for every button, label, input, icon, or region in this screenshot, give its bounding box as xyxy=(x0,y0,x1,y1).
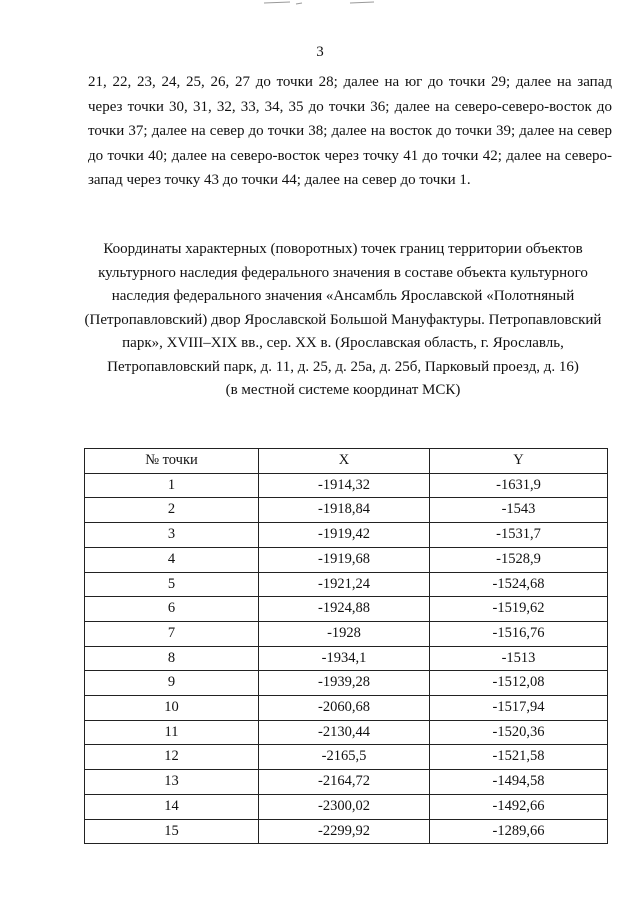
intro-text: 21, 22, 23, 24, 25, 26, 27 до точки 28; далее на юг до точки 29; далее на запад через точки 30, 31, 32, 33, 34, 35 до точки 36; далее на северо-северо-восток до точки 37; далее на север до точки 38; далее на восток до точки 39; далее на север до точки 40; далее на северо-восток через точку 41 до точки 42; далее на северо-запад через точку 43 до точки 44; далее на север до точки 1. xyxy=(88,74,612,189)
x-coordinate-cell: -2300,02 xyxy=(259,794,430,819)
x-coordinate-cell: -1919,68 xyxy=(259,547,430,572)
table-header-row xyxy=(85,449,608,474)
table-row xyxy=(85,597,608,622)
y-coordinate-cell: -1520,36 xyxy=(430,720,608,745)
y-coordinate-cell: -1531,7 xyxy=(430,523,608,548)
y-coordinate-cell: -1516,76 xyxy=(430,621,608,646)
point-number-cell: 14 xyxy=(85,794,259,819)
y-coordinate-cell: -1631,9 xyxy=(430,473,608,498)
point-number-cell: 9 xyxy=(85,671,259,696)
point-number-cell: 3 xyxy=(85,523,259,548)
point-number-cell: 12 xyxy=(85,745,259,770)
table-row xyxy=(85,696,608,721)
x-coordinate-cell: -1924,88 xyxy=(259,597,430,622)
y-coordinate-cell: -1494,58 xyxy=(430,770,608,795)
point-number-cell: 8 xyxy=(85,646,259,671)
table-row xyxy=(85,646,608,671)
table-row xyxy=(85,720,608,745)
y-coordinate-cell: -1543 xyxy=(430,498,608,523)
point-number-cell: 10 xyxy=(85,696,259,721)
point-number-cell: 1 xyxy=(85,473,259,498)
table-row xyxy=(85,473,608,498)
y-coordinate-cell: -1289,66 xyxy=(430,819,608,844)
point-number-cell: 5 xyxy=(85,572,259,597)
point-number-cell: 11 xyxy=(85,720,259,745)
table-row xyxy=(85,498,608,523)
table-row xyxy=(85,572,608,597)
section-title xyxy=(82,238,604,403)
x-coordinate-cell: -1934,1 xyxy=(259,646,430,671)
table-row xyxy=(85,819,608,844)
coordinates-table xyxy=(84,448,608,844)
y-coordinate-cell: -1512,08 xyxy=(430,671,608,696)
table-row xyxy=(85,621,608,646)
x-coordinate-cell: -2164,72 xyxy=(259,770,430,795)
table-row xyxy=(85,745,608,770)
x-coordinate-cell: -1918,84 xyxy=(259,498,430,523)
point-number-cell: 2 xyxy=(85,498,259,523)
table-row xyxy=(85,523,608,548)
x-coordinate-cell: -2060,68 xyxy=(259,696,430,721)
x-coordinate-cell: -2165,5 xyxy=(259,745,430,770)
header-x: X xyxy=(259,449,430,474)
scan-artifact xyxy=(262,0,382,6)
point-number-cell: 13 xyxy=(85,770,259,795)
y-coordinate-cell: -1528,9 xyxy=(430,547,608,572)
page-number: 3 xyxy=(316,44,324,60)
point-number-cell: 7 xyxy=(85,621,259,646)
point-number-cell: 4 xyxy=(85,547,259,572)
x-coordinate-cell: -1921,24 xyxy=(259,572,430,597)
x-coordinate-cell: -1919,42 xyxy=(259,523,430,548)
table-row xyxy=(85,671,608,696)
subtitle-text: (в местной системе координат МСК) xyxy=(225,382,461,398)
table-row xyxy=(85,547,608,572)
y-coordinate-cell: -1492,66 xyxy=(430,794,608,819)
y-coordinate-cell: -1521,58 xyxy=(430,745,608,770)
table-row xyxy=(85,794,608,819)
y-coordinate-cell: -1519,62 xyxy=(430,597,608,622)
x-coordinate-cell: -1914,32 xyxy=(259,473,430,498)
point-number-cell: 6 xyxy=(85,597,259,622)
table-row xyxy=(85,770,608,795)
x-coordinate-cell: -2299,92 xyxy=(259,819,430,844)
point-number-cell: 15 xyxy=(85,819,259,844)
x-coordinate-cell: -2130,44 xyxy=(259,720,430,745)
title-text: Координаты характерных (поворотных) точек границ территории объектов культурного наследия федерального значения в составе объекта культурного наследия федерального значения «Ансамбль Ярославской «Полотняный (Петропавловский) двор Ярославской Большой Мануфактуры. Петропавловский парк», XVIII–XIX вв., сер. XX в. (Ярославская область, г. Ярославль, Петропавловский парк, д. 11, д. 25, д. 25а, д. 25б, Парковый проезд, д. 16) xyxy=(84,241,602,375)
y-coordinate-cell: -1517,94 xyxy=(430,696,608,721)
header-y: Y xyxy=(430,449,608,474)
header-point: № точки xyxy=(85,449,259,474)
x-coordinate-cell: -1928 xyxy=(259,621,430,646)
x-coordinate-cell: -1939,28 xyxy=(259,671,430,696)
intro-paragraph xyxy=(88,70,612,193)
y-coordinate-cell: -1513 xyxy=(430,646,608,671)
y-coordinate-cell: -1524,68 xyxy=(430,572,608,597)
